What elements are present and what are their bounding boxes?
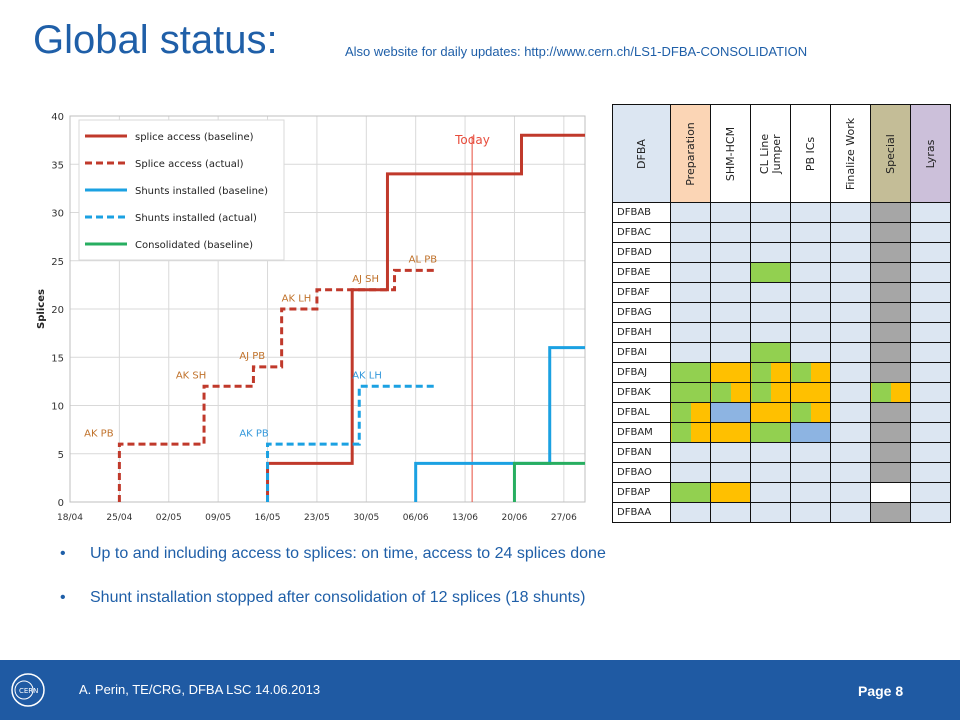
- milestone-label: AL PB: [408, 254, 438, 266]
- column-header: [671, 105, 711, 203]
- status-cell: [871, 403, 911, 423]
- x-tick-label: 23/05: [303, 513, 330, 523]
- status-cell: [791, 443, 831, 463]
- status-cell: [711, 263, 751, 283]
- legend-label: Consolidated (baseline): [135, 240, 254, 251]
- status-cell: [911, 463, 951, 483]
- status-cell: [911, 503, 951, 523]
- status-cell: [831, 343, 871, 363]
- status-cell: [711, 423, 751, 443]
- status-cell: [791, 263, 831, 283]
- status-cell: [911, 243, 951, 263]
- matrix-row: [613, 383, 951, 403]
- status-cell: [871, 503, 911, 523]
- row-label: DFBAC: [613, 223, 671, 243]
- status-cell: [711, 363, 751, 383]
- status-cell: [791, 363, 831, 383]
- status-cell: [711, 343, 751, 363]
- x-tick-label: 18/04: [57, 513, 83, 523]
- series-line: [268, 135, 585, 502]
- status-cell: [831, 283, 871, 303]
- status-cell: [751, 203, 791, 223]
- status-cell: [911, 283, 951, 303]
- y-tick-label: 5: [57, 449, 64, 461]
- status-cell: [871, 363, 911, 383]
- status-cell: [671, 243, 711, 263]
- status-cell: [671, 503, 711, 523]
- status-cell: [911, 223, 951, 243]
- status-cell: [831, 403, 871, 423]
- status-cell: [871, 223, 911, 243]
- legend-label: Splice access (actual): [135, 159, 244, 170]
- status-cell: [711, 243, 751, 263]
- status-cell: [671, 303, 711, 323]
- status-cell: [791, 343, 831, 363]
- status-cell: [871, 483, 911, 503]
- dfba-status-matrix: [612, 104, 951, 523]
- status-cell: [831, 463, 871, 483]
- x-tick-label: 20/06: [501, 513, 528, 523]
- status-cell: [671, 383, 711, 403]
- milestone-label: AK LH: [352, 370, 382, 382]
- status-cell: [831, 323, 871, 343]
- matrix-row: [613, 403, 951, 423]
- status-cell: [791, 303, 831, 323]
- x-tick-label: 27/06: [550, 513, 577, 523]
- status-cell: [711, 383, 751, 403]
- x-tick-label: 30/05: [353, 513, 380, 523]
- row-label: DFBAG: [613, 303, 671, 323]
- y-tick-label: 10: [51, 401, 64, 413]
- status-cell: [871, 283, 911, 303]
- status-cell: [671, 323, 711, 343]
- y-tick-label: 0: [57, 498, 64, 509]
- status-cell: [791, 503, 831, 523]
- milestone-label: AK LH: [281, 293, 312, 305]
- status-cell: [671, 423, 711, 443]
- status-cell: [791, 463, 831, 483]
- status-cell: [871, 303, 911, 323]
- column-header-label: CL Line Jumper: [757, 133, 783, 174]
- status-cell: [751, 423, 791, 443]
- today-label: Today: [455, 133, 490, 147]
- legend-label: Shunts installed (actual): [135, 213, 257, 224]
- status-cell: [911, 343, 951, 363]
- status-cell: [871, 443, 911, 463]
- status-cell: [791, 283, 831, 303]
- status-cell: [831, 203, 871, 223]
- status-cell: [791, 403, 831, 423]
- status-cell: [911, 383, 951, 403]
- logo-text: CERN: [19, 687, 39, 695]
- status-cell: [711, 223, 751, 243]
- status-cell: [711, 503, 751, 523]
- status-cell: [831, 223, 871, 243]
- y-tick-label: 25: [51, 256, 64, 268]
- matrix-row: [613, 323, 951, 343]
- status-cell: [791, 203, 831, 223]
- status-cell: [671, 263, 711, 283]
- status-cell: [911, 263, 951, 283]
- row-label: DFBAA: [613, 503, 671, 523]
- matrix-row: [613, 463, 951, 483]
- status-cell: [671, 483, 711, 503]
- legend-label: splice access (baseline): [135, 132, 254, 143]
- splices-chart: [30, 100, 590, 530]
- x-tick-label: 25/04: [106, 513, 133, 523]
- y-tick-label: 20: [51, 305, 64, 316]
- status-cell: [751, 383, 791, 403]
- bullet-list: [60, 545, 606, 633]
- matrix-row: [613, 263, 951, 283]
- footer-author: A. Perin, TE/CRG, DFBA LSC 14.06.2013: [79, 682, 321, 697]
- milestone-label: AK PB: [239, 428, 269, 440]
- milestone-label: AJ SH: [352, 273, 380, 285]
- status-cell: [871, 343, 911, 363]
- status-cell: [711, 483, 751, 503]
- x-tick-label: 16/05: [254, 513, 281, 523]
- status-cell: [711, 283, 751, 303]
- matrix-row: [613, 203, 951, 223]
- y-axis-label: Splices: [36, 289, 47, 329]
- status-cell: [671, 203, 711, 223]
- column-header: [791, 105, 831, 203]
- y-tick-label: 35: [51, 160, 64, 172]
- matrix-row: [613, 503, 951, 523]
- status-cell: [911, 443, 951, 463]
- matrix-row: [613, 303, 951, 323]
- status-cell: [871, 463, 911, 483]
- column-header-label: Preparation: [683, 121, 697, 186]
- status-cell: [831, 303, 871, 323]
- status-cell: [791, 223, 831, 243]
- column-header-label: Finalize Work: [843, 117, 857, 190]
- bullet-item: [60, 589, 606, 607]
- status-cell: [791, 323, 831, 343]
- column-header-label: Lyras: [923, 139, 937, 168]
- status-cell: [871, 243, 911, 263]
- bullet-dot: •: [60, 545, 66, 562]
- status-cell: [711, 403, 751, 423]
- matrix-row: [613, 223, 951, 243]
- page-number: Page 8: [858, 683, 904, 699]
- x-tick-label: 13/06: [452, 513, 479, 523]
- status-cell: [831, 443, 871, 463]
- series-line: [514, 463, 585, 502]
- status-cell: [751, 363, 791, 383]
- status-cell: [871, 383, 911, 403]
- column-header: [831, 105, 871, 203]
- status-cell: [671, 463, 711, 483]
- status-cell: [751, 463, 791, 483]
- status-cell: [831, 483, 871, 503]
- status-cell: [751, 343, 791, 363]
- status-cell: [911, 483, 951, 503]
- row-label: DFBAB: [613, 203, 671, 223]
- status-cell: [751, 403, 791, 423]
- status-cell: [791, 423, 831, 443]
- status-cell: [831, 383, 871, 403]
- status-cell: [791, 243, 831, 263]
- status-cell: [911, 363, 951, 383]
- status-cell: [711, 203, 751, 223]
- status-cell: [911, 203, 951, 223]
- status-cell: [751, 263, 791, 283]
- status-cell: [751, 483, 791, 503]
- y-tick-label: 30: [51, 208, 64, 220]
- status-cell: [871, 203, 911, 223]
- status-cell: [871, 263, 911, 283]
- row-label: DFBAM: [613, 423, 671, 443]
- status-cell: [671, 443, 711, 463]
- status-cell: [911, 303, 951, 323]
- status-cell: [671, 343, 711, 363]
- status-cell: [711, 303, 751, 323]
- status-cell: [911, 323, 951, 343]
- status-cell: [751, 443, 791, 463]
- status-cell: [831, 423, 871, 443]
- status-cell: [751, 503, 791, 523]
- status-cell: [671, 283, 711, 303]
- website-note[interactable]: Also website for daily updates: http://www.cern.ch/LS1-DFBA-CONSOLIDATION: [345, 44, 808, 59]
- status-cell: [711, 463, 751, 483]
- row-label: DFBAD: [613, 243, 671, 263]
- status-cell: [871, 323, 911, 343]
- row-label: DFBAP: [613, 483, 671, 503]
- status-cell: [791, 383, 831, 403]
- status-cell: [911, 403, 951, 423]
- status-cell: [751, 283, 791, 303]
- status-cell: [711, 323, 751, 343]
- status-cell: [751, 243, 791, 263]
- status-cell: [911, 423, 951, 443]
- matrix-row: [613, 423, 951, 443]
- row-label: DFBAF: [613, 283, 671, 303]
- column-header-label: PB ICs: [803, 136, 817, 171]
- matrix-row: [613, 483, 951, 503]
- y-tick-label: 15: [51, 353, 64, 365]
- column-header: [911, 105, 951, 203]
- x-tick-label: 09/05: [205, 513, 232, 523]
- status-cell: [791, 483, 831, 503]
- column-header: [613, 105, 671, 203]
- row-label: DFBAK: [613, 383, 671, 403]
- bullet-text: Shunt installation stopped after consolidation of 12 splices (18 shunts): [90, 589, 586, 606]
- row-label: DFBAL: [613, 403, 671, 423]
- bullet-dot: •: [60, 589, 66, 606]
- row-label: DFBAO: [613, 463, 671, 483]
- row-label: DFBAJ: [613, 363, 671, 383]
- status-cell: [671, 223, 711, 243]
- matrix-row: [613, 243, 951, 263]
- status-cell: [751, 223, 791, 243]
- status-cell: [671, 403, 711, 423]
- row-label: DFBAH: [613, 323, 671, 343]
- status-cell: [831, 263, 871, 283]
- y-tick-label: 40: [51, 112, 64, 123]
- column-header: [711, 105, 751, 203]
- matrix-row: [613, 363, 951, 383]
- slide-title: Global status:: [33, 18, 278, 62]
- x-tick-label: 02/05: [155, 513, 182, 523]
- series-line: [416, 348, 585, 502]
- status-cell: [831, 503, 871, 523]
- x-tick-label: 06/06: [402, 513, 429, 523]
- row-label: DFBAI: [613, 343, 671, 363]
- status-cell: [751, 303, 791, 323]
- status-cell: [831, 243, 871, 263]
- status-cell: [751, 323, 791, 343]
- column-header-label: SHM-HCM: [723, 126, 737, 181]
- matrix-row: [613, 343, 951, 363]
- status-cell: [831, 363, 871, 383]
- milestone-label: AJ PB: [239, 351, 266, 363]
- status-cell: [711, 443, 751, 463]
- column-header: [871, 105, 911, 203]
- column-header-label: Special: [883, 133, 897, 174]
- status-cell: [871, 423, 911, 443]
- bullet-item: [60, 545, 606, 563]
- milestone-label: AK PB: [84, 428, 114, 440]
- legend-label: Shunts installed (baseline): [135, 186, 268, 197]
- bullet-text: Up to and including access to splices: on time, access to 24 splices done: [90, 545, 606, 562]
- column-header: [751, 105, 791, 203]
- matrix-row: [613, 283, 951, 303]
- milestone-label: AK SH: [175, 370, 207, 382]
- cern-logo-icon: [10, 672, 46, 708]
- status-cell: [671, 363, 711, 383]
- row-label: DFBAN: [613, 443, 671, 463]
- row-label: DFBAE: [613, 263, 671, 283]
- matrix-row: [613, 443, 951, 463]
- column-header-label: DFBA: [634, 138, 648, 169]
